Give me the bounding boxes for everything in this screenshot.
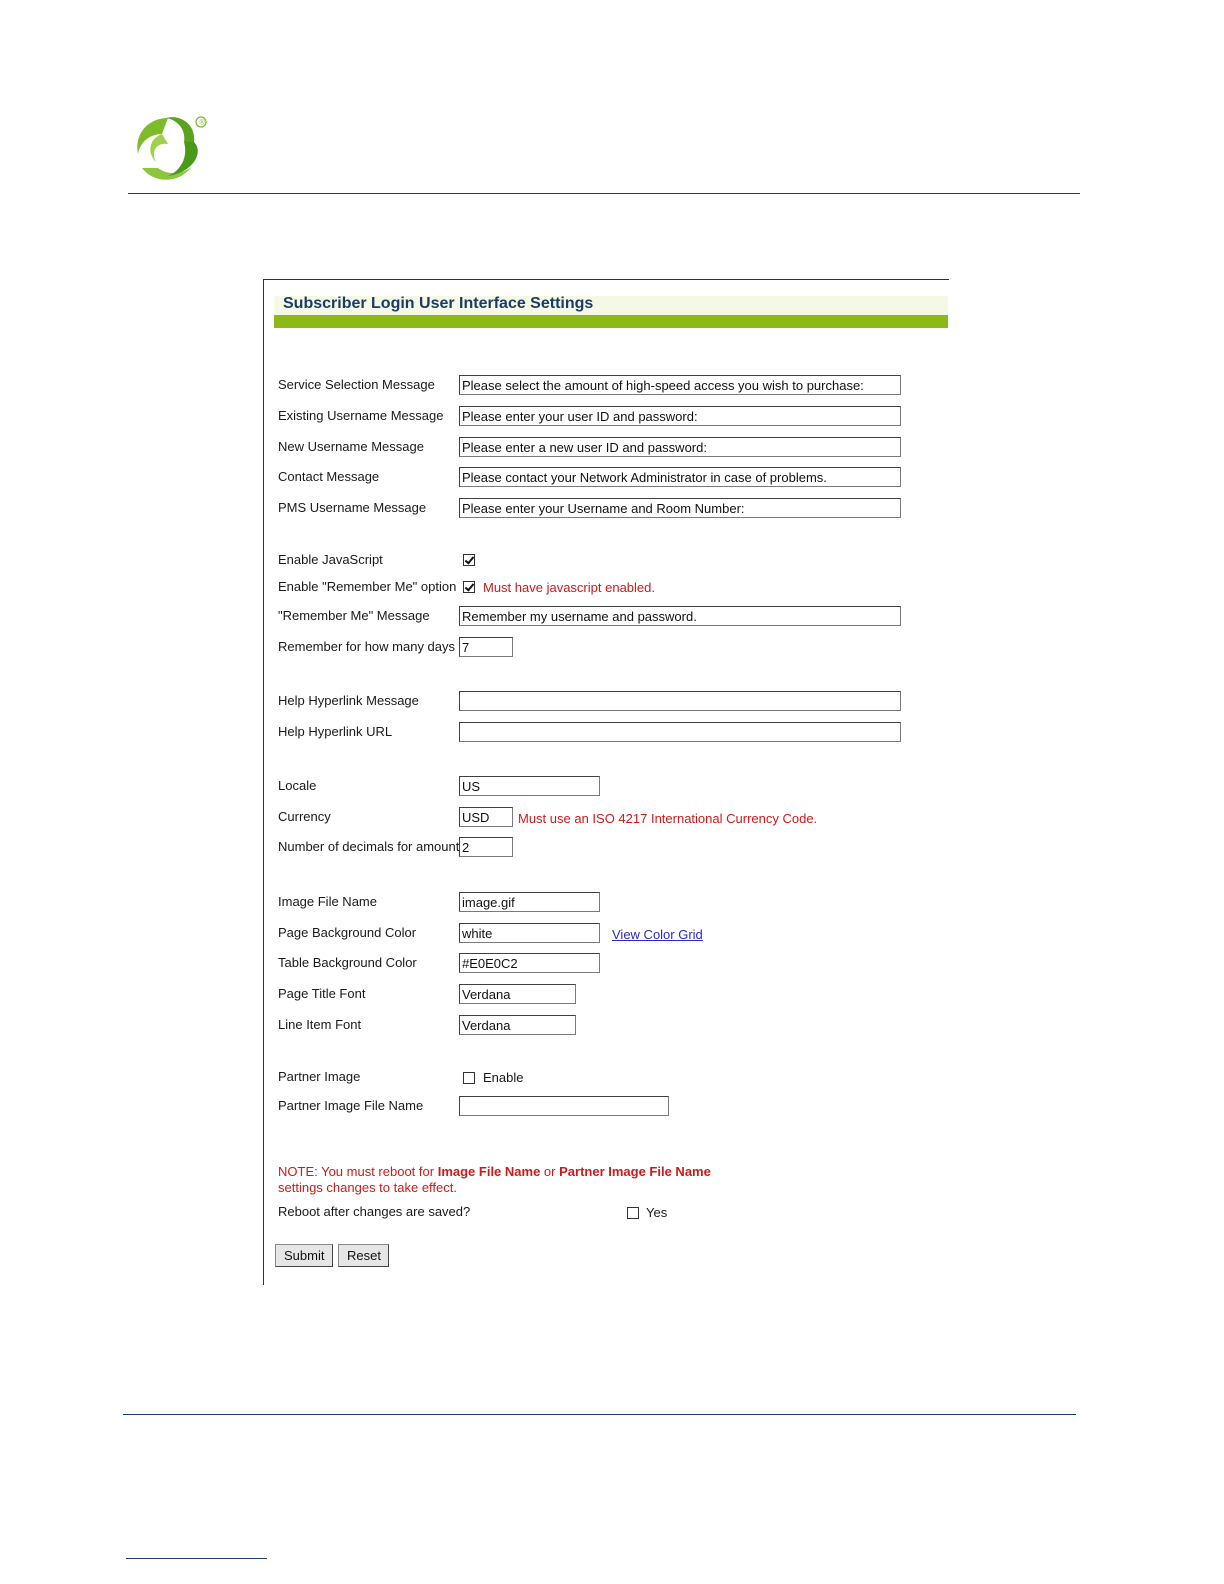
page-title-font-label: Page Title Font bbox=[278, 986, 366, 1001]
footer-divider bbox=[123, 1414, 1076, 1415]
swirl-logo-icon bbox=[128, 112, 212, 186]
reboot-yes-checkbox[interactable] bbox=[627, 1207, 639, 1219]
registered-mark: ® bbox=[198, 118, 206, 127]
locale-input[interactable] bbox=[459, 776, 600, 796]
decimals-input[interactable] bbox=[459, 837, 513, 857]
header-divider bbox=[128, 193, 1080, 194]
reboot-note-line-2: settings changes to take effect. bbox=[278, 1180, 457, 1195]
help-hyperlink-message-input[interactable] bbox=[459, 691, 901, 711]
reset-button[interactable]: Reset bbox=[338, 1244, 389, 1267]
submit-button[interactable]: Submit bbox=[275, 1244, 333, 1267]
line-item-font-input[interactable] bbox=[459, 1015, 576, 1035]
currency-input[interactable] bbox=[459, 807, 513, 827]
settings-panel bbox=[263, 279, 949, 1285]
locale-label: Locale bbox=[278, 778, 317, 793]
decimals-label: Number of decimals for amount bbox=[278, 839, 460, 854]
reboot-note-line-1: NOTE: You must reboot for Image File Name or Partner Image File Name bbox=[278, 1164, 711, 1179]
partner-image-file-name-label: Partner Image File Name bbox=[278, 1098, 424, 1113]
partner-image-label: Partner Image bbox=[278, 1069, 361, 1084]
help-hyperlink-url-label: Help Hyperlink URL bbox=[278, 724, 393, 739]
currency-label: Currency bbox=[278, 809, 331, 824]
enable-javascript-label: Enable JavaScript bbox=[278, 552, 383, 567]
existing-username-label: Existing Username Message bbox=[278, 408, 444, 423]
view-color-grid-link[interactable]: View Color Grid bbox=[612, 927, 703, 942]
service-selection-input[interactable] bbox=[459, 375, 901, 395]
image-file-name-label: Image File Name bbox=[278, 894, 377, 909]
page-background-color-label: Page Background Color bbox=[278, 925, 417, 940]
reboot-after-save-label: Reboot after changes are saved? bbox=[278, 1204, 471, 1219]
remember-me-checkbox[interactable] bbox=[463, 581, 475, 593]
existing-username-input[interactable] bbox=[459, 406, 901, 426]
page-title: Subscriber Login User Interface Settings bbox=[283, 295, 594, 312]
new-username-label: New Username Message bbox=[278, 439, 424, 454]
service-selection-label: Service Selection Message bbox=[278, 377, 435, 392]
contact-message-input[interactable] bbox=[459, 467, 901, 487]
pms-username-label: PMS Username Message bbox=[278, 500, 427, 515]
help-hyperlink-message-label: Help Hyperlink Message bbox=[278, 693, 419, 708]
remember-days-label: Remember for how many days bbox=[278, 639, 456, 654]
help-hyperlink-url-input[interactable] bbox=[459, 722, 901, 742]
new-username-input[interactable] bbox=[459, 437, 901, 457]
table-background-color-input[interactable] bbox=[459, 953, 600, 973]
page-background-color-input[interactable] bbox=[459, 923, 600, 943]
table-background-color-label: Table Background Color bbox=[278, 955, 417, 970]
title-green-bar bbox=[274, 315, 948, 328]
pms-username-input[interactable] bbox=[459, 498, 901, 518]
enable-javascript-checkbox[interactable] bbox=[463, 554, 475, 566]
line-item-font-label: Line Item Font bbox=[278, 1017, 362, 1032]
footnote-divider bbox=[126, 1558, 267, 1559]
partner-image-enable-label: Enable bbox=[483, 1070, 524, 1085]
reboot-yes-label: Yes bbox=[646, 1205, 668, 1220]
remember-me-message-input[interactable] bbox=[459, 606, 901, 626]
remember-days-input[interactable] bbox=[459, 637, 513, 657]
page-title-font-input[interactable] bbox=[459, 984, 576, 1004]
partner-image-enable-checkbox[interactable] bbox=[463, 1072, 475, 1084]
javascript-required-hint: Must have javascript enabled. bbox=[483, 580, 655, 595]
remember-me-message-label: "Remember Me" Message bbox=[278, 608, 430, 623]
contact-message-label: Contact Message bbox=[278, 469, 380, 484]
remember-me-option-label: Enable "Remember Me" option bbox=[278, 579, 457, 594]
image-file-name-input[interactable] bbox=[459, 892, 600, 912]
partner-image-file-name-input[interactable] bbox=[459, 1096, 669, 1116]
currency-code-hint: Must use an ISO 4217 International Currency Code. bbox=[518, 811, 818, 826]
